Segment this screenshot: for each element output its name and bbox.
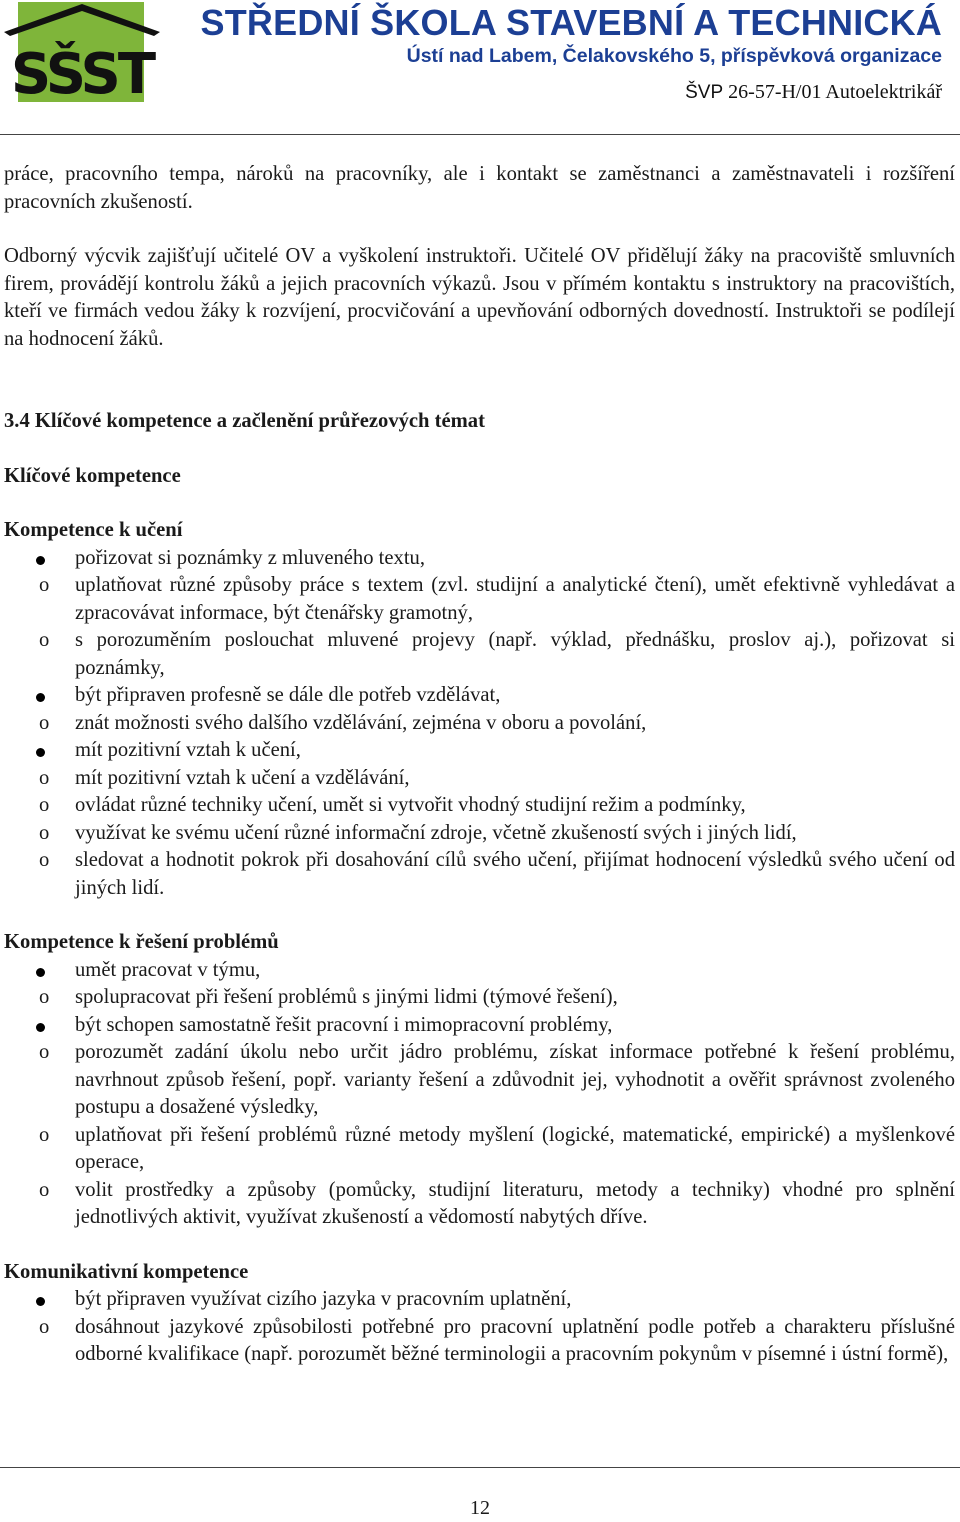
circle-bullet-icon: o (39, 1123, 50, 1146)
competence-communication-heading: Komunikativní kompetence (4, 1260, 249, 1283)
sub-list-item-text: ovládat různé techniky učení, umět si vytvořit vhodný studijní režim a podmínky, (75, 794, 746, 816)
sub-list-item (4, 792, 955, 820)
sub-list (4, 1039, 955, 1232)
competence-learning-list (4, 545, 955, 573)
sub-list-item (4, 1177, 955, 1232)
competence-problems-list (4, 1012, 955, 1040)
sub-list-item (4, 1039, 955, 1122)
competence-learning-list (4, 737, 955, 765)
list-item-text: být připraven využívat cizího jazyka v pracovním uplatnění, (75, 1288, 572, 1310)
sub-list-item-text: porozumět zadání úkolu nebo určit jádro problému, získat informace potřebné k řešení problému, navrhnout způsob řešení, popř. varianty řešení a zdůvodnit jej, vyhodnotit a ověřit správnost zvoleného postupu a dosažené výsledky, (75, 1041, 955, 1118)
competence-problems-list (4, 957, 955, 985)
school-logo (4, 2, 160, 102)
svp-prefix: ŠVP (685, 82, 724, 103)
document-body (4, 161, 955, 1369)
page-header (0, 0, 960, 136)
bullet-icon (36, 556, 45, 565)
sub-list-item-text: uplatňovat různé způsoby práce s textem (zvl. studijní a analytické čtení), umět efektivně vyhledávat a zpracovávat informace, být čtenářsky gramotný, (75, 574, 955, 624)
sub-list-item-text: mít pozitivní vztah k učení a vzdělávání, (75, 766, 410, 789)
sub-list-item-text: spolupracovat při řešení problémů s jinými lidmi (týmové řešení), (75, 986, 618, 1008)
list-item (4, 1012, 955, 1040)
sub-list-item-text: uplatňovat při řešení problémů různé metody myšlení (logické, matematické, empirické) a myšlenkové operace, (75, 1123, 955, 1173)
sub-list (4, 984, 955, 1012)
list-item (4, 1286, 955, 1314)
circle-bullet-icon: o (39, 794, 50, 816)
header-rule (0, 134, 960, 135)
circle-bullet-icon: o (39, 821, 50, 844)
intro-paragraph-2: Odborný výcvik zajišťují učitelé OV a vyškolení instruktoři. Učitelé OV přidělují žáky na pracoviště smluvních firem, provádějí kontrolu žáků a jejich pracovních výkazů. Jsou v přímém kontaktu s instruktory na pracovištích, kteří ve firmách vedou žáky k rozvíjení, procvičování a upevňování odborných dovedností. Instruktoři se podílejí na hodnocení žáků. (4, 245, 955, 350)
bullet-icon (36, 693, 45, 702)
competence-learning-list (4, 682, 955, 710)
sub-list (4, 1314, 955, 1369)
sub-list-item (4, 1314, 955, 1369)
circle-bullet-icon: o (39, 849, 50, 871)
sub-list (4, 572, 955, 682)
bullet-icon (36, 748, 45, 757)
footer-rule (0, 1467, 960, 1468)
circle-bullet-icon: o (39, 574, 50, 596)
sub-list-item (4, 820, 955, 848)
list-item-text: mít pozitivní vztah k učení, (75, 739, 301, 761)
section-subheading: Klíčové kompetence (4, 464, 181, 487)
bullet-icon (36, 968, 45, 977)
competence-learning-heading: Kompetence k učení (4, 519, 183, 541)
sub-list-item (4, 984, 955, 1012)
competence-communication-list (4, 1286, 955, 1314)
sub-list-item-text: volit prostředky a způsoby (pomůcky, studijní literaturu, metody a techniky) vhodné pro splnění jednotlivých aktivit, využívat zkušeností a vědomostí nabytých dříve. (75, 1178, 955, 1228)
circle-bullet-icon: o (39, 766, 50, 789)
circle-bullet-icon: o (39, 1041, 50, 1063)
sub-list-item (4, 627, 955, 682)
circle-bullet-icon: o (39, 711, 50, 734)
sub-list-item (4, 572, 955, 627)
list-item-text: pořizovat si poznámky z mluveného textu, (75, 546, 426, 569)
sub-list (4, 765, 955, 903)
sub-list-item-text: sledovat a hodnotit pokrok při dosahování cílů svého učení, přijímat hodnocení výsledků svého učení od jiných lidí. (75, 849, 955, 899)
sub-list (4, 710, 955, 738)
section-heading: 3.4 Klíčové kompetence a začlenění průřezových témat (4, 410, 485, 432)
sub-list-item-text: znát možnosti svého dalšího vzdělávání, zejména v oboru a povolání, (75, 711, 647, 734)
list-item (4, 957, 955, 985)
circle-bullet-icon: o (39, 986, 50, 1008)
bullet-icon (36, 1297, 45, 1306)
competence-problems-heading: Kompetence k řešení problémů (4, 931, 279, 953)
circle-bullet-icon: o (39, 629, 50, 651)
list-item-text: být připraven profesně se dále dle potřeb vzdělávat, (75, 684, 501, 706)
school-address: Ústí nad Labem, Čelakovského 5, příspěvková organizace (406, 45, 942, 67)
list-item-text: být schopen samostatně řešit pracovní i mimopracovní problémy, (75, 1013, 613, 1036)
intro-paragraph-1: práce, pracovního tempa, nároků na pracovníky, ale i kontakt se zaměstnanci a zaměstnavateli i rozšíření pracovních zkušeností. (4, 163, 955, 213)
svp-program: 26-57-H/01 Autoelektrikář (723, 81, 942, 103)
circle-bullet-icon: o (39, 1315, 50, 1338)
page-number: 12 (470, 1497, 490, 1519)
school-name: STŘEDNÍ ŠKOLA STAVEBNÍ A TECHNICKÁ (200, 2, 942, 43)
list-item (4, 682, 955, 710)
svp-line (685, 81, 942, 104)
logo-lettering: SŠST (10, 42, 154, 102)
list-item (4, 737, 955, 765)
sub-list-item-text: s porozuměním poslouchat mluvené projevy (např. výklad, přednášku, proslov aj.), pořizovat si poznámky, (75, 629, 955, 679)
circle-bullet-icon: o (39, 1178, 50, 1201)
sub-list-item (4, 765, 955, 793)
bullet-icon (36, 1023, 45, 1032)
list-item (4, 545, 955, 573)
sub-list-item (4, 847, 955, 902)
sub-list-item (4, 710, 955, 738)
sub-list-item (4, 1122, 955, 1177)
sub-list-item-text: dosáhnout jazykové způsobilosti potřebné pro pracovní uplatnění podle potřeb a charakteru příslušné odborné kvalifikace (např. porozumět běžné terminologii a pracovním pokynům v písemné i ústní formě), (75, 1315, 955, 1365)
sub-list-item-text: využívat ke svému učení různé informační zdroje, včetně zkušeností svých i jiných lidí, (75, 821, 797, 844)
list-item-text: umět pracovat v týmu, (75, 958, 261, 981)
